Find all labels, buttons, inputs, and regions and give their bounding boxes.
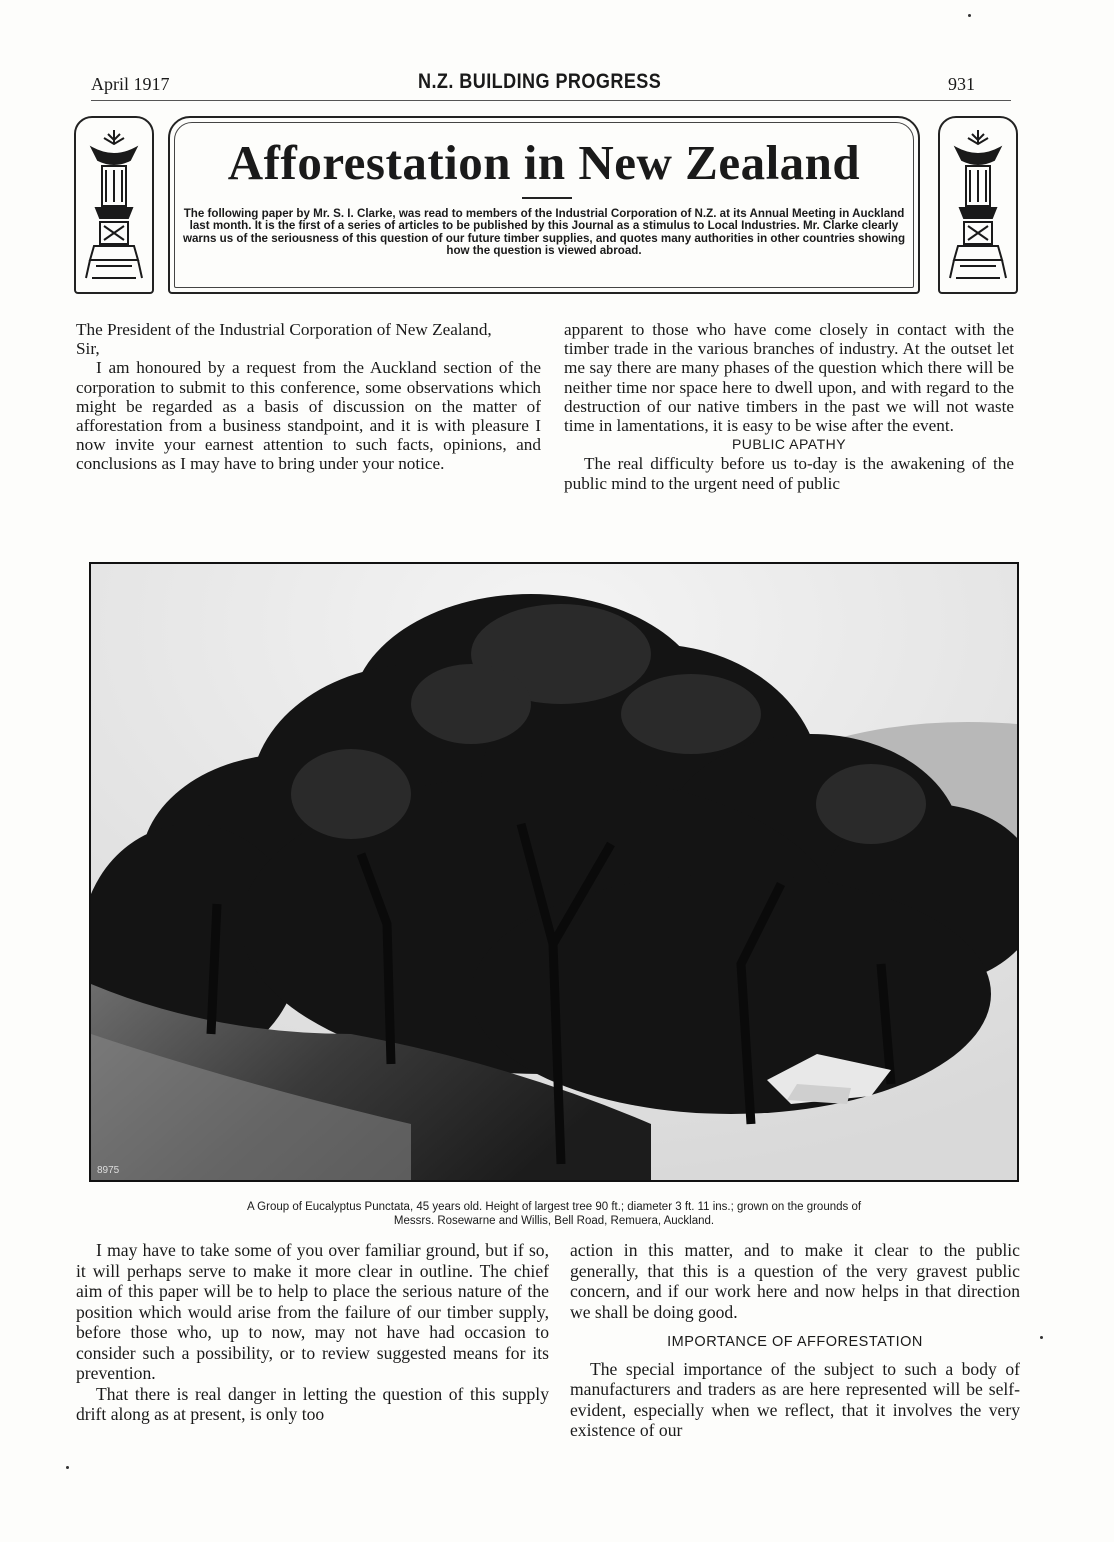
eucalyptus-photograph xyxy=(89,562,1019,1182)
caption-line: Messrs. Rosewarne and Willis, Bell Road, Remuera, Auckland. xyxy=(393,1215,715,1227)
paragraph: That there is real danger in letting the question of this supply drift along as at present, is only too xyxy=(76,1383,549,1424)
article-title: Afforestation in New Zealand xyxy=(227,135,861,190)
paragraph: apparent to those who have come closely in contact with the timber trade in the various branches of industry. At the outset let me say there are many phases of the question which there will be neither time nor space here to dwell upon, and with regard to the destruction of our native timbers in the past we will not waste time in lamentations, it is easy to be wise after the event. xyxy=(564,320,1014,436)
print-speck xyxy=(66,1466,69,1469)
title-rule xyxy=(522,197,572,199)
urn-pillar-icon xyxy=(82,126,146,286)
right-ornament-frame xyxy=(938,116,1018,294)
article-intro: The following paper by Mr. S. I. Clarke, was read to members of the Industrial Corporation of N.Z. at its Annual Meeting in Auckland last month. It is the first of a series of articles to be published by this Journal as a stimulus to Local Industries. Mr. Clarke clearly warns us of the seriousness of this question of our future timber supplies, and quotes many authorities in other countries showing how the question is viewed abroad. xyxy=(182,207,906,258)
section-heading: IMPORTANCE OF AFFORESTATION xyxy=(667,1334,923,1350)
section-heading: PUBLIC APATHY xyxy=(731,436,847,453)
paragraph: The real difficulty before us to-day is the awakening of the public mind to the urgent need of public xyxy=(564,454,1014,493)
salutation-sir: Sir, xyxy=(76,339,100,359)
photo-caption xyxy=(89,1200,1019,1228)
print-speck xyxy=(1040,1336,1043,1339)
header-date: April 1917 xyxy=(91,74,170,94)
journal-title: N.Z. BUILDING PROGRESS xyxy=(418,70,662,93)
caption-line: A Group of Eucalyptus Punctata, 45 years old. Height of largest tree 90 ft.; diameter 3 ft. 11 ins.; grown on the grounds of xyxy=(246,1201,862,1213)
column-2 xyxy=(564,320,1014,493)
column-4 xyxy=(570,1240,1020,1441)
paragraph: I am honoured by a request from the Auckland section of the corporation to submit to this conference, some observations which might be regarded as a basis of discussion on the matter of afforestation from a business standpoint, and it is with pleasure I now invite your earnest attention to such facts, opinions, and conclusions as I may have to bring under your notice. xyxy=(76,358,541,474)
left-ornament-frame xyxy=(74,116,154,294)
page-number: 931 xyxy=(948,74,975,94)
column-1 xyxy=(76,320,541,474)
urn-pillar-icon xyxy=(946,126,1010,286)
column-3 xyxy=(76,1240,549,1425)
paragraph: I may have to take some of you over familiar ground, but if so, it will perhaps serve to make it more clear in outline. The chief aim of this paper will be to help to place the serious nature of the position which would arise from the failure of our timber supply, before those who, up to now, may not have had occasion to consider such a possibility, or to review suggested means for its prevention. xyxy=(76,1240,549,1383)
header-rule xyxy=(91,100,1011,101)
photo-plate-number: 8975 xyxy=(97,1165,120,1176)
print-speck xyxy=(968,14,971,17)
photo-image xyxy=(91,564,1017,1180)
paragraph: action in this matter, and to make it clear to the public generally, that this is a question of the very gravest public concern, and if our work here and now helps in that direction we shall be doing good. xyxy=(570,1240,1020,1322)
paragraph: The special importance of the subject to such a body of manufacturers and traders as are here represented will be self-evident, especially when we reflect, that it involves the very existence of our xyxy=(570,1358,1020,1440)
salutation: The President of the Industrial Corporation of New Zealand, xyxy=(76,320,492,339)
